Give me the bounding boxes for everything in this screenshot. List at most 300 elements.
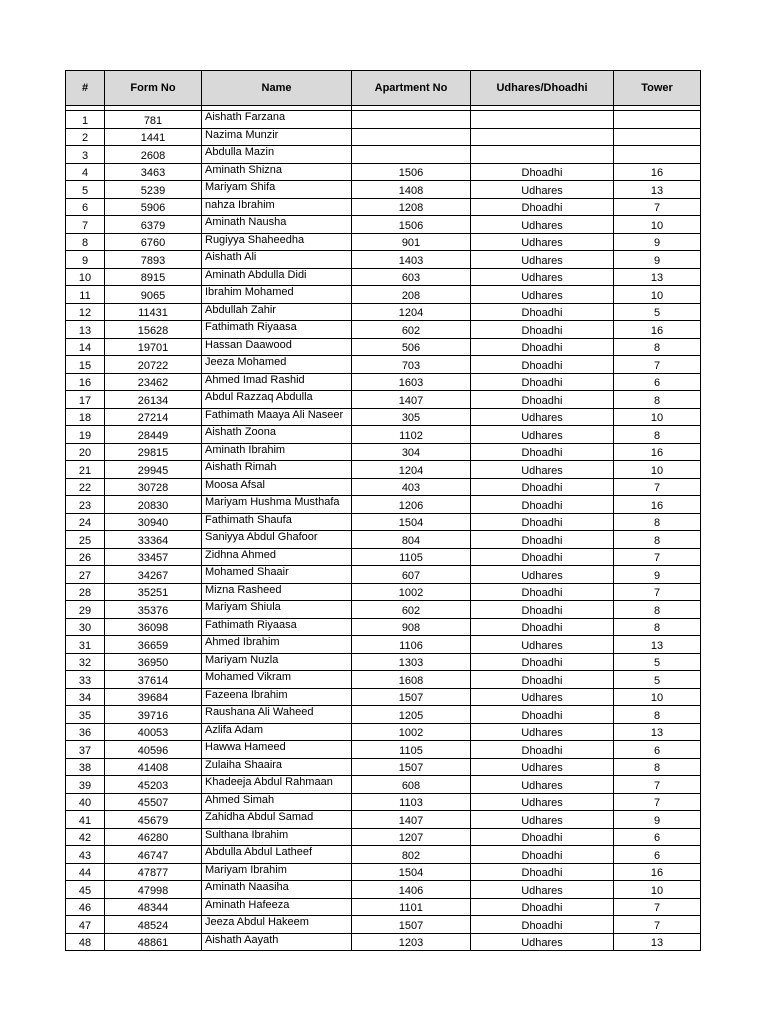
table-row xyxy=(66,863,701,881)
cell-apartment-no: 1208 xyxy=(352,198,471,216)
table-row xyxy=(66,128,701,146)
table-row xyxy=(66,688,701,706)
cell-row-index: 7 xyxy=(66,216,105,234)
table-row xyxy=(66,618,701,636)
header-name: Name xyxy=(202,71,352,106)
table-row xyxy=(66,898,701,916)
cell-name: Fathimath Riyaasa xyxy=(202,618,352,636)
cell-form-no: 27214 xyxy=(105,408,202,426)
cell-form-no: 3463 xyxy=(105,163,202,181)
cell-apartment-no: 1105 xyxy=(352,741,471,759)
table-row xyxy=(66,198,701,216)
cell-tower: 10 xyxy=(614,286,701,304)
cell-name: Abdul Razzaq Abdulla xyxy=(202,391,352,409)
cell-tower: 10 xyxy=(614,461,701,479)
cell-apartment-no: 1204 xyxy=(352,303,471,321)
cell-apartment-no: 1407 xyxy=(352,391,471,409)
cell-form-no: 47877 xyxy=(105,863,202,881)
cell-name: Aishath Zoona xyxy=(202,426,352,444)
table-row xyxy=(66,706,701,724)
table-row xyxy=(66,426,701,444)
cell-apartment-no: 1507 xyxy=(352,758,471,776)
cell-tower: 6 xyxy=(614,828,701,846)
cell-name: Fathimath Shaufa xyxy=(202,513,352,531)
cell-udhares-dhoadhi: Dhoadhi xyxy=(471,513,614,531)
cell-tower: 6 xyxy=(614,846,701,864)
cell-udhares-dhoadhi: Udhares xyxy=(471,426,614,444)
table-row xyxy=(66,741,701,759)
cell-form-no: 2608 xyxy=(105,146,202,164)
header-udhares-dhoadhi: Udhares/Dhoadhi xyxy=(471,71,614,106)
cell-udhares-dhoadhi: Dhoadhi xyxy=(471,531,614,549)
cell-tower: 8 xyxy=(614,338,701,356)
cell-apartment-no: 1303 xyxy=(352,653,471,671)
cell-tower: 13 xyxy=(614,636,701,654)
cell-tower: 16 xyxy=(614,163,701,181)
cell-name: Mariyam Shiula xyxy=(202,601,352,619)
cell-tower: 16 xyxy=(614,321,701,339)
table-row xyxy=(66,793,701,811)
cell-name: Jeeza Mohamed xyxy=(202,356,352,374)
cell-row-index: 28 xyxy=(66,583,105,601)
cell-form-no: 28449 xyxy=(105,426,202,444)
cell-form-no: 34267 xyxy=(105,566,202,584)
table-row xyxy=(66,881,701,899)
cell-udhares-dhoadhi xyxy=(471,128,614,146)
table-row xyxy=(66,391,701,409)
cell-form-no: 40596 xyxy=(105,741,202,759)
cell-apartment-no: 506 xyxy=(352,338,471,356)
cell-tower: 8 xyxy=(614,531,701,549)
cell-name: Sulthana Ibrahim xyxy=(202,828,352,846)
cell-form-no: 45203 xyxy=(105,776,202,794)
cell-name: Aminath Shizna xyxy=(202,163,352,181)
cell-row-index: 32 xyxy=(66,653,105,671)
cell-form-no: 40053 xyxy=(105,723,202,741)
cell-udhares-dhoadhi: Udhares xyxy=(471,776,614,794)
cell-row-index: 1 xyxy=(66,111,105,129)
cell-udhares-dhoadhi: Dhoadhi xyxy=(471,548,614,566)
cell-name: Hassan Daawood xyxy=(202,338,352,356)
cell-row-index: 35 xyxy=(66,706,105,724)
cell-form-no: 29815 xyxy=(105,443,202,461)
cell-udhares-dhoadhi: Dhoadhi xyxy=(471,443,614,461)
cell-row-index: 27 xyxy=(66,566,105,584)
table-row xyxy=(66,566,701,584)
cell-tower: 7 xyxy=(614,898,701,916)
cell-apartment-no: 1205 xyxy=(352,706,471,724)
table-row xyxy=(66,146,701,164)
cell-form-no: 781 xyxy=(105,111,202,129)
cell-form-no: 29945 xyxy=(105,461,202,479)
table-row xyxy=(66,321,701,339)
cell-row-index: 42 xyxy=(66,828,105,846)
table-row xyxy=(66,671,701,689)
table-row xyxy=(66,496,701,514)
cell-row-index: 18 xyxy=(66,408,105,426)
table-row xyxy=(66,828,701,846)
table-row xyxy=(66,776,701,794)
cell-tower: 13 xyxy=(614,268,701,286)
table-row xyxy=(66,163,701,181)
cell-tower: 8 xyxy=(614,618,701,636)
cell-tower: 6 xyxy=(614,741,701,759)
cell-row-index: 13 xyxy=(66,321,105,339)
cell-name: Aishath Farzana xyxy=(202,111,352,129)
cell-tower: 6 xyxy=(614,373,701,391)
cell-apartment-no: 1506 xyxy=(352,163,471,181)
cell-udhares-dhoadhi: Dhoadhi xyxy=(471,478,614,496)
cell-udhares-dhoadhi: Dhoadhi xyxy=(471,706,614,724)
cell-udhares-dhoadhi: Dhoadhi xyxy=(471,916,614,934)
cell-apartment-no: 1103 xyxy=(352,793,471,811)
cell-udhares-dhoadhi: Dhoadhi xyxy=(471,618,614,636)
table-row xyxy=(66,653,701,671)
table-row xyxy=(66,933,701,951)
cell-tower: 5 xyxy=(614,303,701,321)
table-row xyxy=(66,723,701,741)
cell-tower: 13 xyxy=(614,933,701,951)
cell-form-no: 1441 xyxy=(105,128,202,146)
table-row xyxy=(66,111,701,129)
cell-row-index: 37 xyxy=(66,741,105,759)
cell-udhares-dhoadhi: Udhares xyxy=(471,811,614,829)
cell-udhares-dhoadhi: Dhoadhi xyxy=(471,321,614,339)
cell-name: Moosa Afsal xyxy=(202,478,352,496)
cell-name: Ahmed Ibrahim xyxy=(202,636,352,654)
table-row xyxy=(66,846,701,864)
applicants-table xyxy=(65,70,701,951)
cell-name: Aminath Ibrahim xyxy=(202,443,352,461)
cell-row-index: 30 xyxy=(66,618,105,636)
cell-udhares-dhoadhi: Udhares xyxy=(471,286,614,304)
cell-apartment-no xyxy=(352,111,471,129)
cell-name: Zidhna Ahmed xyxy=(202,548,352,566)
cell-form-no: 36098 xyxy=(105,618,202,636)
cell-udhares-dhoadhi: Dhoadhi xyxy=(471,898,614,916)
cell-row-index: 19 xyxy=(66,426,105,444)
cell-apartment-no: 602 xyxy=(352,321,471,339)
cell-form-no: 47998 xyxy=(105,881,202,899)
cell-name: Abdulla Mazin xyxy=(202,146,352,164)
cell-form-no: 36659 xyxy=(105,636,202,654)
cell-tower: 10 xyxy=(614,881,701,899)
cell-row-index: 36 xyxy=(66,723,105,741)
cell-udhares-dhoadhi: Dhoadhi xyxy=(471,391,614,409)
cell-udhares-dhoadhi: Dhoadhi xyxy=(471,863,614,881)
cell-apartment-no: 1403 xyxy=(352,251,471,269)
cell-udhares-dhoadhi: Udhares xyxy=(471,758,614,776)
table-row xyxy=(66,478,701,496)
table-body xyxy=(66,106,701,951)
cell-name: Raushana Ali Waheed xyxy=(202,706,352,724)
cell-form-no: 33457 xyxy=(105,548,202,566)
cell-udhares-dhoadhi: Dhoadhi xyxy=(471,303,614,321)
cell-form-no: 48344 xyxy=(105,898,202,916)
cell-name: Abdullah Zahir xyxy=(202,303,352,321)
cell-tower: 7 xyxy=(614,198,701,216)
cell-row-index: 26 xyxy=(66,548,105,566)
header-form-no: Form No xyxy=(105,71,202,106)
cell-udhares-dhoadhi: Dhoadhi xyxy=(471,846,614,864)
cell-name: Aishath Aayath xyxy=(202,933,352,951)
header-row xyxy=(66,71,701,106)
cell-row-index: 8 xyxy=(66,233,105,251)
cell-udhares-dhoadhi: Dhoadhi xyxy=(471,601,614,619)
cell-tower: 7 xyxy=(614,583,701,601)
cell-udhares-dhoadhi: Udhares xyxy=(471,268,614,286)
cell-tower: 8 xyxy=(614,391,701,409)
cell-apartment-no xyxy=(352,146,471,164)
table-row xyxy=(66,548,701,566)
cell-row-index: 6 xyxy=(66,198,105,216)
cell-form-no: 23462 xyxy=(105,373,202,391)
cell-row-index: 45 xyxy=(66,881,105,899)
cell-apartment-no: 603 xyxy=(352,268,471,286)
cell-form-no: 20830 xyxy=(105,496,202,514)
cell-form-no: 46747 xyxy=(105,846,202,864)
cell-form-no: 5906 xyxy=(105,198,202,216)
cell-row-index: 11 xyxy=(66,286,105,304)
cell-name: Mariyam Nuzla xyxy=(202,653,352,671)
cell-udhares-dhoadhi: Udhares xyxy=(471,461,614,479)
cell-row-index: 46 xyxy=(66,898,105,916)
cell-tower xyxy=(614,111,701,129)
cell-row-index: 23 xyxy=(66,496,105,514)
cell-udhares-dhoadhi: Dhoadhi xyxy=(471,583,614,601)
cell-name: Saniyya Abdul Ghafoor xyxy=(202,531,352,549)
cell-name: Ahmed Simah xyxy=(202,793,352,811)
table-row xyxy=(66,531,701,549)
cell-name: Fathimath Riyaasa xyxy=(202,321,352,339)
cell-row-index: 20 xyxy=(66,443,105,461)
cell-name: Mizna Rasheed xyxy=(202,583,352,601)
cell-udhares-dhoadhi: Udhares xyxy=(471,233,614,251)
cell-udhares-dhoadhi: Dhoadhi xyxy=(471,653,614,671)
cell-apartment-no: 908 xyxy=(352,618,471,636)
table-row xyxy=(66,758,701,776)
cell-apartment-no: 607 xyxy=(352,566,471,584)
cell-form-no: 30728 xyxy=(105,478,202,496)
cell-name: Mariyam Hushma Musthafa xyxy=(202,496,352,514)
table-row xyxy=(66,916,701,934)
table-row xyxy=(66,286,701,304)
cell-tower: 7 xyxy=(614,793,701,811)
cell-row-index: 47 xyxy=(66,916,105,934)
cell-name: Azlifa Adam xyxy=(202,723,352,741)
cell-row-index: 25 xyxy=(66,531,105,549)
cell-name: Mohamed Shaair xyxy=(202,566,352,584)
cell-apartment-no: 1406 xyxy=(352,881,471,899)
cell-row-index: 17 xyxy=(66,391,105,409)
cell-tower: 8 xyxy=(614,513,701,531)
cell-apartment-no: 305 xyxy=(352,408,471,426)
table-row xyxy=(66,811,701,829)
cell-name: Mariyam Shifa xyxy=(202,181,352,199)
cell-form-no: 8915 xyxy=(105,268,202,286)
cell-udhares-dhoadhi: Udhares xyxy=(471,881,614,899)
table-row xyxy=(66,303,701,321)
cell-udhares-dhoadhi: Udhares xyxy=(471,566,614,584)
cell-udhares-dhoadhi: Udhares xyxy=(471,251,614,269)
cell-row-index: 3 xyxy=(66,146,105,164)
cell-form-no: 35251 xyxy=(105,583,202,601)
cell-row-index: 41 xyxy=(66,811,105,829)
cell-form-no: 7893 xyxy=(105,251,202,269)
cell-apartment-no: 608 xyxy=(352,776,471,794)
cell-apartment-no: 1407 xyxy=(352,811,471,829)
cell-name: Aishath Ali xyxy=(202,251,352,269)
cell-tower: 8 xyxy=(614,601,701,619)
cell-form-no: 11431 xyxy=(105,303,202,321)
cell-udhares-dhoadhi: Dhoadhi xyxy=(471,496,614,514)
cell-apartment-no: 804 xyxy=(352,531,471,549)
cell-row-index: 10 xyxy=(66,268,105,286)
cell-tower: 10 xyxy=(614,408,701,426)
cell-row-index: 40 xyxy=(66,793,105,811)
cell-form-no: 39684 xyxy=(105,688,202,706)
cell-udhares-dhoadhi: Dhoadhi xyxy=(471,828,614,846)
cell-name: Jeeza Abdul Hakeem xyxy=(202,916,352,934)
cell-form-no: 19701 xyxy=(105,338,202,356)
cell-row-index: 43 xyxy=(66,846,105,864)
table-row xyxy=(66,268,701,286)
cell-udhares-dhoadhi: Dhoadhi xyxy=(471,741,614,759)
cell-udhares-dhoadhi: Dhoadhi xyxy=(471,198,614,216)
cell-apartment-no: 1106 xyxy=(352,636,471,654)
cell-apartment-no: 1002 xyxy=(352,583,471,601)
cell-row-index: 34 xyxy=(66,688,105,706)
cell-name: Aminath Hafeeza xyxy=(202,898,352,916)
cell-apartment-no: 304 xyxy=(352,443,471,461)
cell-apartment-no: 602 xyxy=(352,601,471,619)
cell-row-index: 24 xyxy=(66,513,105,531)
cell-apartment-no: 403 xyxy=(352,478,471,496)
cell-apartment-no: 1408 xyxy=(352,181,471,199)
cell-tower: 13 xyxy=(614,723,701,741)
cell-udhares-dhoadhi: Udhares xyxy=(471,216,614,234)
cell-tower: 8 xyxy=(614,426,701,444)
cell-apartment-no: 802 xyxy=(352,846,471,864)
cell-apartment-no xyxy=(352,128,471,146)
cell-apartment-no: 208 xyxy=(352,286,471,304)
cell-row-index: 15 xyxy=(66,356,105,374)
cell-udhares-dhoadhi: Udhares xyxy=(471,181,614,199)
cell-name: Zulaiha Shaaira xyxy=(202,758,352,776)
cell-form-no: 48524 xyxy=(105,916,202,934)
table-row xyxy=(66,513,701,531)
cell-form-no: 35376 xyxy=(105,601,202,619)
cell-name: Nazima Munzir xyxy=(202,128,352,146)
cell-form-no: 33364 xyxy=(105,531,202,549)
cell-tower: 9 xyxy=(614,811,701,829)
cell-row-index: 2 xyxy=(66,128,105,146)
cell-name: Fathimath Maaya Ali Naseer xyxy=(202,408,352,426)
cell-name: Abdulla Abdul Latheef xyxy=(202,846,352,864)
table-row xyxy=(66,373,701,391)
cell-form-no: 15628 xyxy=(105,321,202,339)
table-row xyxy=(66,443,701,461)
cell-row-index: 5 xyxy=(66,181,105,199)
cell-apartment-no: 703 xyxy=(352,356,471,374)
cell-apartment-no: 1507 xyxy=(352,688,471,706)
cell-udhares-dhoadhi xyxy=(471,146,614,164)
cell-apartment-no: 901 xyxy=(352,233,471,251)
cell-tower: 7 xyxy=(614,478,701,496)
cell-name: Ibrahim Mohamed xyxy=(202,286,352,304)
cell-udhares-dhoadhi: Dhoadhi xyxy=(471,163,614,181)
header-index: # xyxy=(66,71,105,106)
cell-apartment-no: 1204 xyxy=(352,461,471,479)
cell-tower: 7 xyxy=(614,916,701,934)
cell-form-no: 6760 xyxy=(105,233,202,251)
cell-tower: 9 xyxy=(614,566,701,584)
cell-form-no: 9065 xyxy=(105,286,202,304)
cell-form-no: 46280 xyxy=(105,828,202,846)
cell-name: Aishath Rimah xyxy=(202,461,352,479)
cell-name: Hawwa Hameed xyxy=(202,741,352,759)
cell-name: Aminath Naasiha xyxy=(202,881,352,899)
cell-udhares-dhoadhi: Dhoadhi xyxy=(471,373,614,391)
table-row xyxy=(66,251,701,269)
cell-name: Ahmed Imad Rashid xyxy=(202,373,352,391)
cell-tower: 7 xyxy=(614,548,701,566)
cell-udhares-dhoadhi: Udhares xyxy=(471,408,614,426)
cell-tower: 7 xyxy=(614,776,701,794)
cell-row-index: 29 xyxy=(66,601,105,619)
cell-apartment-no: 1603 xyxy=(352,373,471,391)
cell-form-no: 45679 xyxy=(105,811,202,829)
cell-form-no: 6379 xyxy=(105,216,202,234)
cell-tower: 13 xyxy=(614,181,701,199)
cell-apartment-no: 1002 xyxy=(352,723,471,741)
cell-form-no: 39716 xyxy=(105,706,202,724)
cell-apartment-no: 1207 xyxy=(352,828,471,846)
cell-form-no: 5239 xyxy=(105,181,202,199)
table-row xyxy=(66,408,701,426)
cell-apartment-no: 1203 xyxy=(352,933,471,951)
cell-tower: 9 xyxy=(614,233,701,251)
header-tower: Tower xyxy=(614,71,701,106)
cell-row-index: 16 xyxy=(66,373,105,391)
cell-row-index: 39 xyxy=(66,776,105,794)
cell-tower: 16 xyxy=(614,496,701,514)
cell-tower: 10 xyxy=(614,688,701,706)
cell-udhares-dhoadhi: Dhoadhi xyxy=(471,671,614,689)
cell-tower: 8 xyxy=(614,706,701,724)
cell-apartment-no: 1506 xyxy=(352,216,471,234)
table-row xyxy=(66,216,701,234)
cell-udhares-dhoadhi: Dhoadhi xyxy=(471,356,614,374)
cell-tower: 7 xyxy=(614,356,701,374)
cell-form-no: 41408 xyxy=(105,758,202,776)
cell-form-no: 48861 xyxy=(105,933,202,951)
cell-name: Rugiyya Shaheedha xyxy=(202,233,352,251)
cell-apartment-no: 1206 xyxy=(352,496,471,514)
cell-row-index: 44 xyxy=(66,863,105,881)
table-row xyxy=(66,356,701,374)
cell-name: Zahidha Abdul Samad xyxy=(202,811,352,829)
cell-form-no: 45507 xyxy=(105,793,202,811)
table-row xyxy=(66,338,701,356)
cell-tower: 16 xyxy=(614,443,701,461)
table-row xyxy=(66,461,701,479)
cell-row-index: 38 xyxy=(66,758,105,776)
cell-name: nahza Ibrahim xyxy=(202,198,352,216)
cell-apartment-no: 1504 xyxy=(352,863,471,881)
cell-row-index: 48 xyxy=(66,933,105,951)
header-apartment-no: Apartment No xyxy=(352,71,471,106)
